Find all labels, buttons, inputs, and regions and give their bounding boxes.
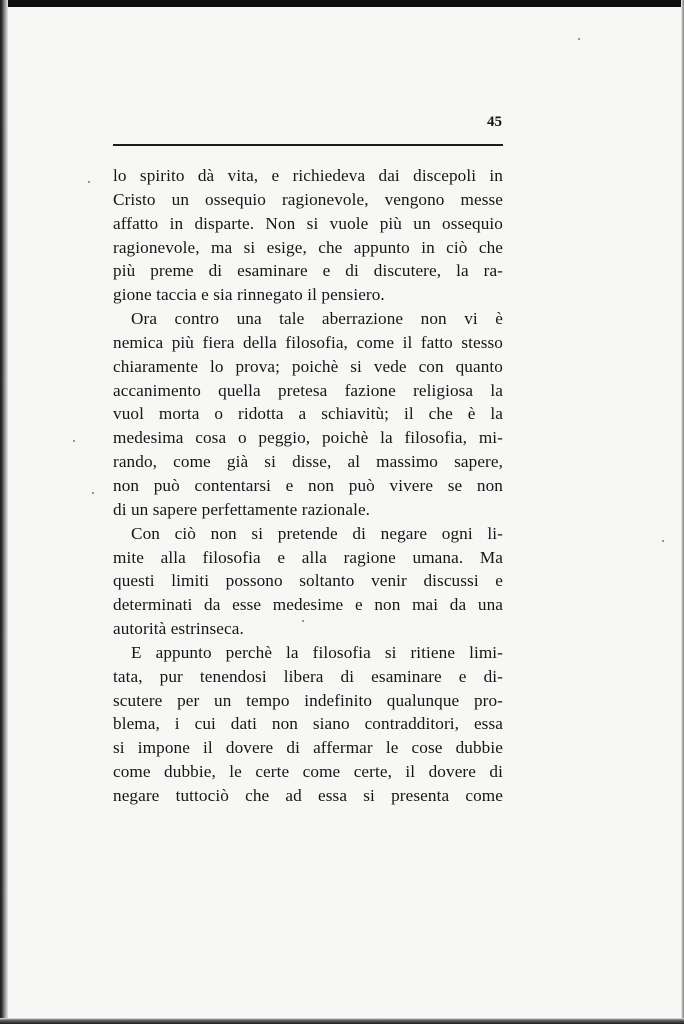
page-top-edge [0, 0, 684, 7]
text-line: nemica più fiera della filosofia, come il fatto stesso [113, 332, 503, 352]
page-left-edge [0, 0, 8, 1024]
text-line: chiaramente lo prova; poichè si vede con quanto [113, 356, 503, 376]
paper-speck [662, 540, 664, 542]
text-line: mite alla filosofia e alla ragione umana. Ma [113, 547, 503, 567]
text-line: tata, pur tenendosi libera di esaminare e di- [113, 666, 503, 686]
text-line: medesima cosa o peggio, poichè la filosofia, mi- [113, 428, 503, 448]
header-rule [113, 144, 503, 146]
paper-speck [92, 492, 94, 494]
paper-speck [88, 181, 90, 183]
paragraph-start-line: Con ciò non si pretende di negare ogni li- [131, 523, 503, 543]
body-text [113, 164, 503, 808]
text-line: Cristo un ossequio ragionevole, vengono messe [113, 189, 503, 209]
paragraph-end-line: di un sapere perfettamente razionale. [113, 499, 371, 519]
paragraph-start-line: Ora contro una tale aberrazione non vi è [131, 309, 503, 329]
text-line: come dubbie, le certe come certe, il dovere di [113, 762, 503, 782]
paper-speck [578, 38, 580, 40]
paragraph-end-line: autorità estrinseca. [113, 619, 244, 639]
text-line: lo spirito dà vita, e richiedeva dai discepoli in [113, 166, 503, 185]
text-line: ragionevole, ma si esige, che appunto in ciò che [113, 237, 503, 257]
text-line: determinati da esse medesime e non mai da una [113, 595, 503, 615]
page-number: 45 [487, 114, 502, 130]
text-line: più preme di esaminare e di discutere, la ra- [113, 261, 503, 281]
text-line: scutere per un tempo indefinito qualunque pro- [113, 690, 503, 710]
text-line: affatto in disparte. Non si vuole più un ossequio [113, 213, 503, 233]
page-bottom-edge [0, 1018, 684, 1024]
text-line: si impone il dovere di affermar le cose dubbie [113, 738, 503, 758]
text-line: rando, come già si disse, al massimo sapere, [113, 452, 503, 472]
paper-speck [302, 620, 304, 622]
text-line: questi limiti possono soltanto venir discussi e [113, 571, 503, 591]
text-line: non può contentarsi e non può vivere se non [113, 475, 503, 495]
paragraph-end-line: gione taccia e sia rinnegato il pensiero. [113, 285, 385, 305]
text-line: accanimento quella pretesa fazione religiosa la [113, 380, 503, 400]
paragraph-start-line: E appunto perchè la filosofia si ritiene limi- [131, 642, 503, 662]
text-line: vuol morta o ridotta a schiavitù; il che è la [113, 404, 503, 424]
paper-speck [73, 440, 75, 442]
text-line: blema, i cui dati non siano contradditori, essa [113, 714, 503, 734]
text-line: negare tuttociò che ad essa si presenta come [113, 785, 503, 805]
